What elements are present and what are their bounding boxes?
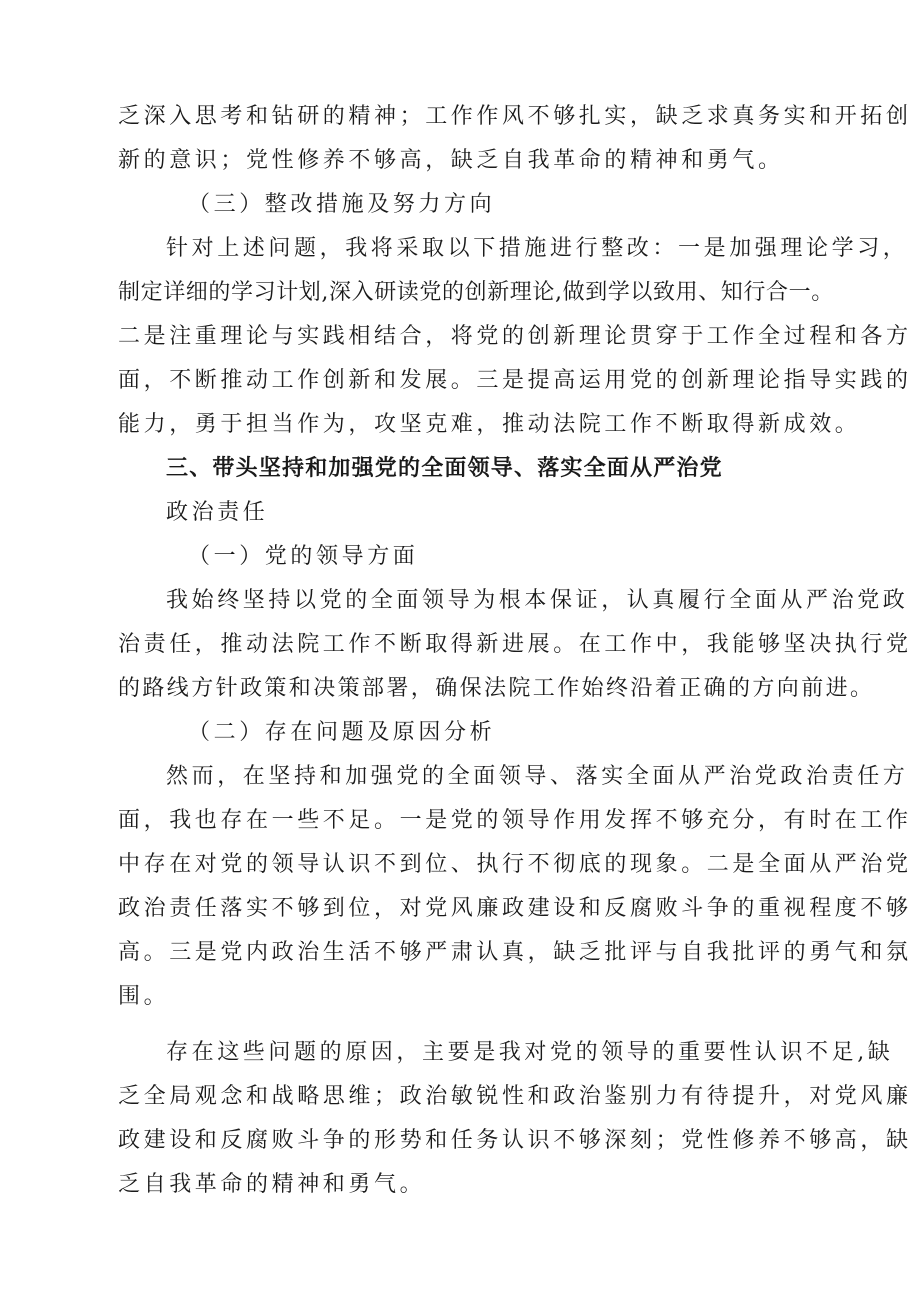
paragraph-line: 二是注重理论与实践相结合，将党的创新理论贯穿于工作全过程和各方 [118, 324, 912, 349]
paragraph-line: 存在这些问题的原因，主要是我对党的领导的重要性认识不足,缺 [166, 1040, 894, 1065]
paragraph-line: 制定详细的学习计划,深入研读党的创新理论,做到学以致用、知行合一。 [118, 280, 834, 305]
paragraph-line: 新的意识；党性修养不够高，缺乏自我革命的精神和勇气。 [118, 148, 784, 173]
section-subheading: （一）党的领导方面 [188, 544, 419, 569]
paragraph-line: 的路线方针政策和决策部署，确保法院工作始终沿着正确的方向前进。 [118, 676, 875, 701]
paragraph-line: 针对上述问题，我将采取以下措施进行整改：一是加强理论学习， [166, 236, 909, 261]
paragraph-line: 治责任，推动法院工作不断取得新进展。在工作中，我能够坚决执行党 [118, 632, 912, 657]
paragraph-line: 面，不断推动工作创新和发展。三是提高运用党的创新理论指导实践的 [118, 368, 912, 393]
paragraph-line: 能力，勇于担当作为，攻坚克难，推动法院工作不断取得新成效。 [118, 412, 861, 437]
paragraph-line: 乏全局观念和战略思维；政治敏锐性和政治鉴别力有待提升，对党风廉 [118, 1084, 912, 1109]
paragraph-line: 然而，在坚持和加强党的全面领导、落实全面从严治党政治责任方 [166, 764, 909, 789]
paragraph-gap [118, 1019, 832, 1031]
section-subheading: （二）存在问题及原因分析 [188, 720, 496, 745]
paragraph-line: 政治责任落实不够到位，对党风廉政建设和反腐败斗争的重视程度不够 [118, 896, 912, 921]
paragraph-line: 乏自我革命的精神和勇气。 [118, 1172, 426, 1197]
section-heading: 三、带头坚持和加强党的全面领导、落实全面从严治党 [166, 456, 723, 481]
paragraph-line: 中存在对党的领导认识不到位、执行不彻底的现象。二是全面从严治党 [118, 852, 912, 877]
section-subheading: （三）整改措施及努力方向 [188, 192, 496, 217]
paragraph-line: 高。三是党内政治生活不够严肃认真，缺乏批评与自我批评的勇气和氛 [118, 940, 912, 965]
paragraph-line: 乏深入思考和钻研的精神；工作作风不够扎实，缺乏求真务实和开拓创 [118, 104, 912, 129]
paragraph-line: 围。 [118, 984, 170, 1009]
paragraph-line: 我始终坚持以党的全面领导为根本保证，认真履行全面从严治党政 [166, 588, 909, 613]
section-heading-continued: 政治责任 [166, 500, 269, 525]
paragraph-line: 政建设和反腐败斗争的形势和任务认识不够深刻；党性修养不够高，缺 [118, 1128, 912, 1153]
paragraph-line: 面，我也存在一些不足。一是党的领导作用发挥不够充分，有时在工作 [118, 808, 912, 833]
